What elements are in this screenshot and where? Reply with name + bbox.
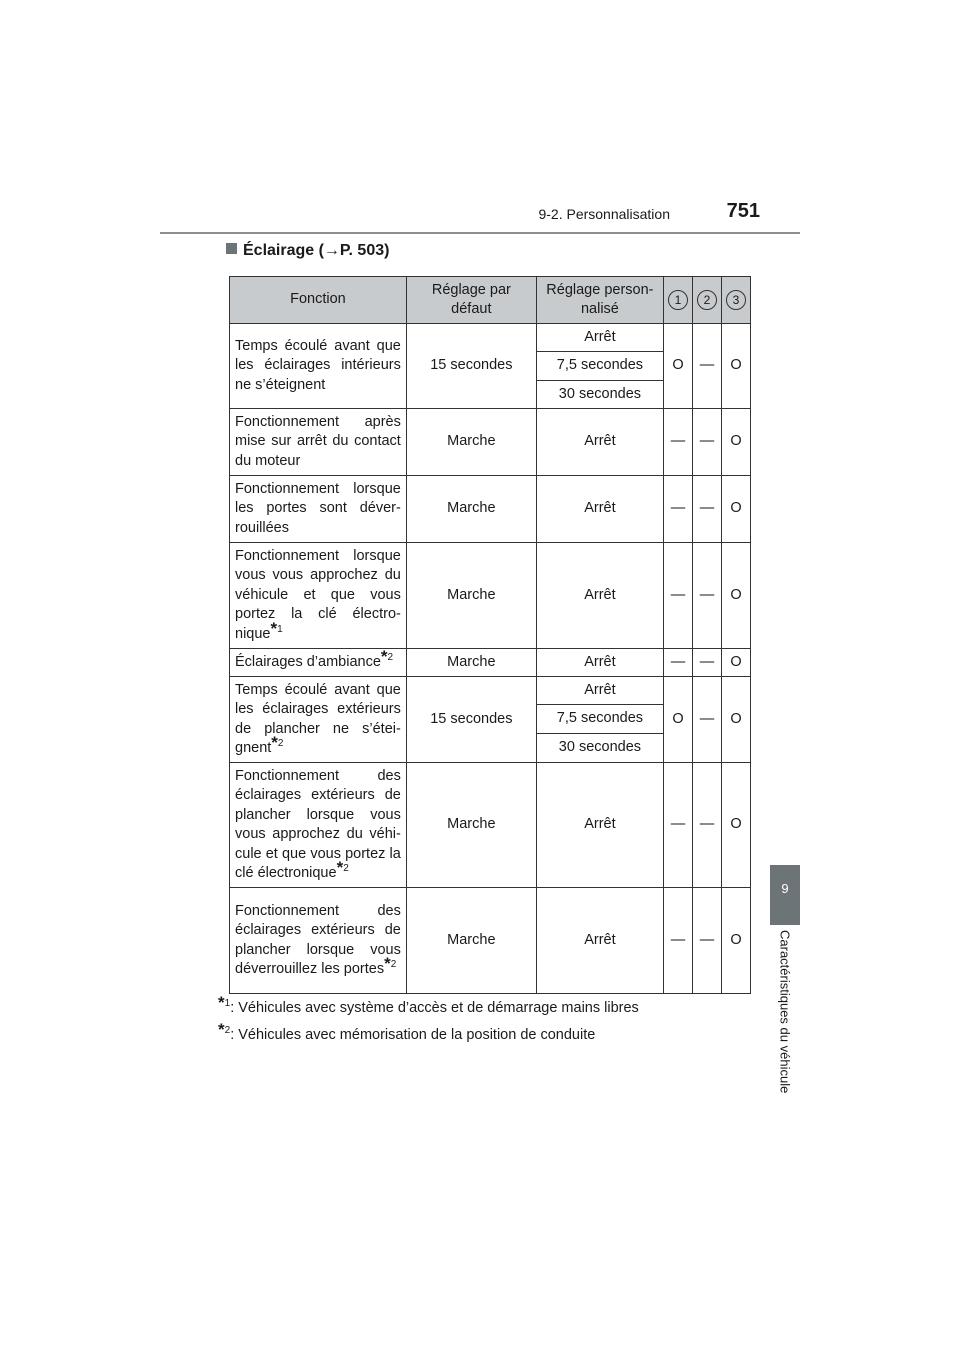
cell-custom: 30 secondes — [536, 381, 663, 409]
cell-m1: — — [663, 649, 692, 677]
cell-m2: — — [692, 888, 721, 994]
chapter-tab-number: 9 — [770, 865, 800, 925]
asterisk-icon: * — [270, 618, 278, 638]
table-row — [230, 476, 751, 543]
footnote-text: : Véhicules avec système d’accès et de démarrage mains libres — [230, 1000, 639, 1016]
cell-m2: — — [692, 476, 721, 543]
header-divider — [160, 232, 800, 234]
cell-m1: O — [663, 324, 692, 409]
footnote-ref: 2 — [277, 738, 284, 750]
header-default: Réglage par défaut — [406, 277, 536, 324]
footnote-ref: 1 — [277, 623, 283, 635]
chapter-tab-label-text: Caractéristiques du véhicule — [777, 930, 793, 1094]
cell-m1: — — [663, 543, 692, 649]
cell-function — [230, 888, 407, 994]
cell-custom: Arrêt — [536, 476, 663, 543]
circled-number-icon: 1 — [668, 290, 688, 310]
function-text: Fonctionnement des éclairages extérieurs de plancher lorsque vous vous approchez du véhi-cule et que vous portez la clé électronique — [235, 767, 401, 881]
asterisk-icon: * — [380, 646, 388, 666]
asterisk-icon: * — [336, 858, 344, 877]
cell-m2: — — [692, 649, 721, 677]
cell-function — [230, 763, 407, 888]
function-text: Éclairages d’ambiance — [235, 653, 381, 670]
cell-m3: O — [721, 476, 750, 543]
asterisk-icon: * — [384, 954, 391, 973]
cell-custom: Arrêt — [536, 543, 663, 649]
cell-function — [230, 409, 407, 476]
header-col1 — [663, 277, 692, 324]
cell-default: 15 secondes — [406, 324, 536, 409]
header-function: Fonction — [230, 277, 407, 324]
table-body — [230, 324, 751, 994]
table-row — [230, 409, 751, 476]
asterisk-icon: * — [271, 733, 278, 752]
function-text: Fonctionnement lorsque vous vous approchez du véhicule et que vous portez la clé électro-nique — [235, 547, 401, 642]
footnote-ref: 2 — [343, 863, 349, 875]
circled-number-icon: 3 — [726, 290, 746, 310]
cell-m3: O — [721, 543, 750, 649]
chapter-tab-label — [770, 930, 800, 1120]
cell-m1: — — [663, 763, 692, 888]
cell-m3: O — [721, 677, 750, 763]
table-row — [230, 649, 751, 677]
cell-custom: 7,5 secondes — [536, 352, 663, 381]
cell-m3: O — [721, 649, 750, 677]
lighting-settings-table — [229, 276, 751, 994]
footnote-marker: 2 — [224, 1025, 231, 1037]
cell-m2: — — [692, 677, 721, 763]
cell-m1: O — [663, 677, 692, 763]
cell-function — [230, 646, 407, 677]
cell-custom: Arrêt — [536, 649, 663, 677]
cell-function — [230, 543, 407, 649]
function-text: Temps écoulé avant que les éclairages extérieurs de plancher ne s’étei-gnent — [235, 681, 401, 756]
table-row — [230, 677, 751, 705]
circled-number-icon: 2 — [697, 290, 717, 310]
cell-default: Marche — [406, 476, 536, 543]
cell-m3: O — [721, 324, 750, 409]
table-row — [230, 543, 751, 649]
cell-custom: Arrêt — [536, 677, 663, 705]
cell-m3: O — [721, 409, 750, 476]
footnote-text: : Véhicules avec mémorisation de la position de conduite — [230, 1027, 596, 1043]
section-title — [226, 242, 389, 260]
square-bullet-icon — [226, 243, 237, 254]
footnote-marker: 1 — [224, 998, 231, 1010]
page-number: 751 — [726, 200, 760, 222]
cell-m3: O — [721, 888, 750, 994]
cell-function — [230, 677, 407, 763]
cell-custom: Arrêt — [536, 888, 663, 994]
cell-m3: O — [721, 763, 750, 888]
function-text: Temps écoulé avant que les éclairages intérieurs ne s’éteignent — [235, 337, 401, 393]
asterisk-icon: * — [218, 993, 225, 1012]
cell-m1: — — [663, 476, 692, 543]
table-header-row — [230, 277, 751, 324]
table-row — [230, 763, 751, 888]
function-text: Fonctionnement des éclairages extérieurs de plancher lorsque vous déverrouillez les portes — [235, 902, 401, 977]
cell-m2: — — [692, 763, 721, 888]
cell-function — [230, 324, 407, 409]
cell-default: Marche — [406, 409, 536, 476]
table-row — [230, 324, 751, 352]
cell-default: Marche — [406, 543, 536, 649]
function-text: Fonctionnement après mise sur arrêt du contact du moteur — [235, 413, 401, 469]
section-title-text: Éclairage (→P. 503) — [243, 242, 390, 259]
cell-custom: Arrêt — [536, 409, 663, 476]
header-section-title: 9-2. Personnalisation — [538, 206, 670, 222]
cell-default: 15 secondes — [406, 677, 536, 763]
cell-m1: — — [663, 888, 692, 994]
footnote-ref: 2 — [387, 651, 394, 663]
cell-m2: — — [692, 409, 721, 476]
footnote-ref: 2 — [390, 959, 397, 971]
cell-function — [230, 476, 407, 543]
cell-m1: — — [663, 409, 692, 476]
cell-default: Marche — [406, 763, 536, 888]
header-custom: Réglage person-nalisé — [536, 277, 663, 324]
cell-custom: Arrêt — [536, 324, 663, 352]
cell-default: Marche — [406, 888, 536, 994]
header-col2 — [692, 277, 721, 324]
cell-custom: 7,5 secondes — [536, 705, 663, 734]
footnote-2 — [218, 1020, 596, 1043]
cell-m2: — — [692, 324, 721, 409]
cell-custom: 30 secondes — [536, 734, 663, 763]
cell-custom: Arrêt — [536, 763, 663, 888]
table-row — [230, 888, 751, 994]
cell-m2: — — [692, 543, 721, 649]
function-text: Fonctionnement lorsque les portes sont déver-rouillées — [235, 480, 401, 536]
header-col3 — [721, 277, 750, 324]
footnote-1 — [218, 993, 639, 1016]
asterisk-icon: * — [218, 1020, 225, 1039]
cell-default: Marche — [406, 649, 536, 677]
